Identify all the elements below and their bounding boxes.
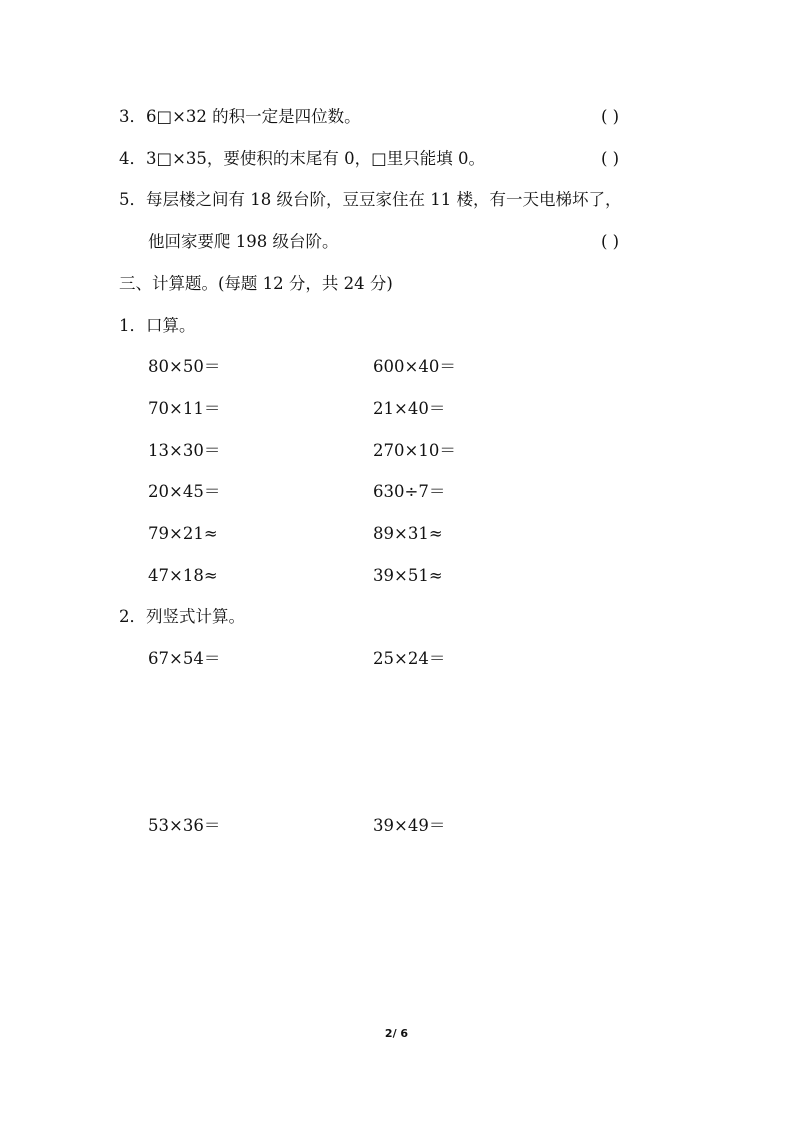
vertical-calc-item: 39×49＝ <box>373 816 446 835</box>
oral-calc-item: 80×50＝ <box>148 357 221 376</box>
section-3-title: 三、计算题。(每题 12 分，共 24 分) <box>119 274 393 293</box>
oral-calc-item: 39×51≈ <box>373 566 443 585</box>
item-5-text-line1: 5．每层楼之间有 18 级台阶，豆豆家住在 11 楼，有一天电梯坏了， <box>119 190 622 209</box>
item-4-text: 4．3□×35，要使积的末尾有 0，□里只能填 0。 <box>119 149 485 168</box>
vertical-calc-item: 25×24＝ <box>373 649 446 668</box>
oral-calc-item: 79×21≈ <box>148 524 218 543</box>
q2-title: 2．列竖式计算。 <box>119 607 245 626</box>
oral-calc-item: 21×40＝ <box>373 399 446 418</box>
item-5-answer-blank[interactable]: ( ) <box>601 232 620 251</box>
oral-calc-item: 20×45＝ <box>148 482 221 501</box>
item-3-answer-blank[interactable]: ( ) <box>601 107 620 126</box>
vertical-calc-item: 67×54＝ <box>148 649 221 668</box>
oral-calc-item: 270×10＝ <box>373 441 456 460</box>
oral-calc-item: 630÷7＝ <box>373 482 446 501</box>
page-number: 2/ 6 <box>384 1027 409 1040</box>
item-3-text: 3．6□×32 的积一定是四位数。 <box>119 107 361 126</box>
oral-calc-item: 13×30＝ <box>148 441 221 460</box>
oral-calc-item: 600×40＝ <box>373 357 456 376</box>
item-5-text-line2: 他回家要爬 198 级台阶。 <box>148 232 339 251</box>
oral-calc-item: 89×31≈ <box>373 524 443 543</box>
oral-calc-item: 70×11＝ <box>148 399 221 418</box>
vertical-calc-item: 53×36＝ <box>148 816 221 835</box>
q1-title: 1．口算。 <box>119 316 196 335</box>
oral-calc-item: 47×18≈ <box>148 566 218 585</box>
item-4-answer-blank[interactable]: ( ) <box>601 149 620 168</box>
